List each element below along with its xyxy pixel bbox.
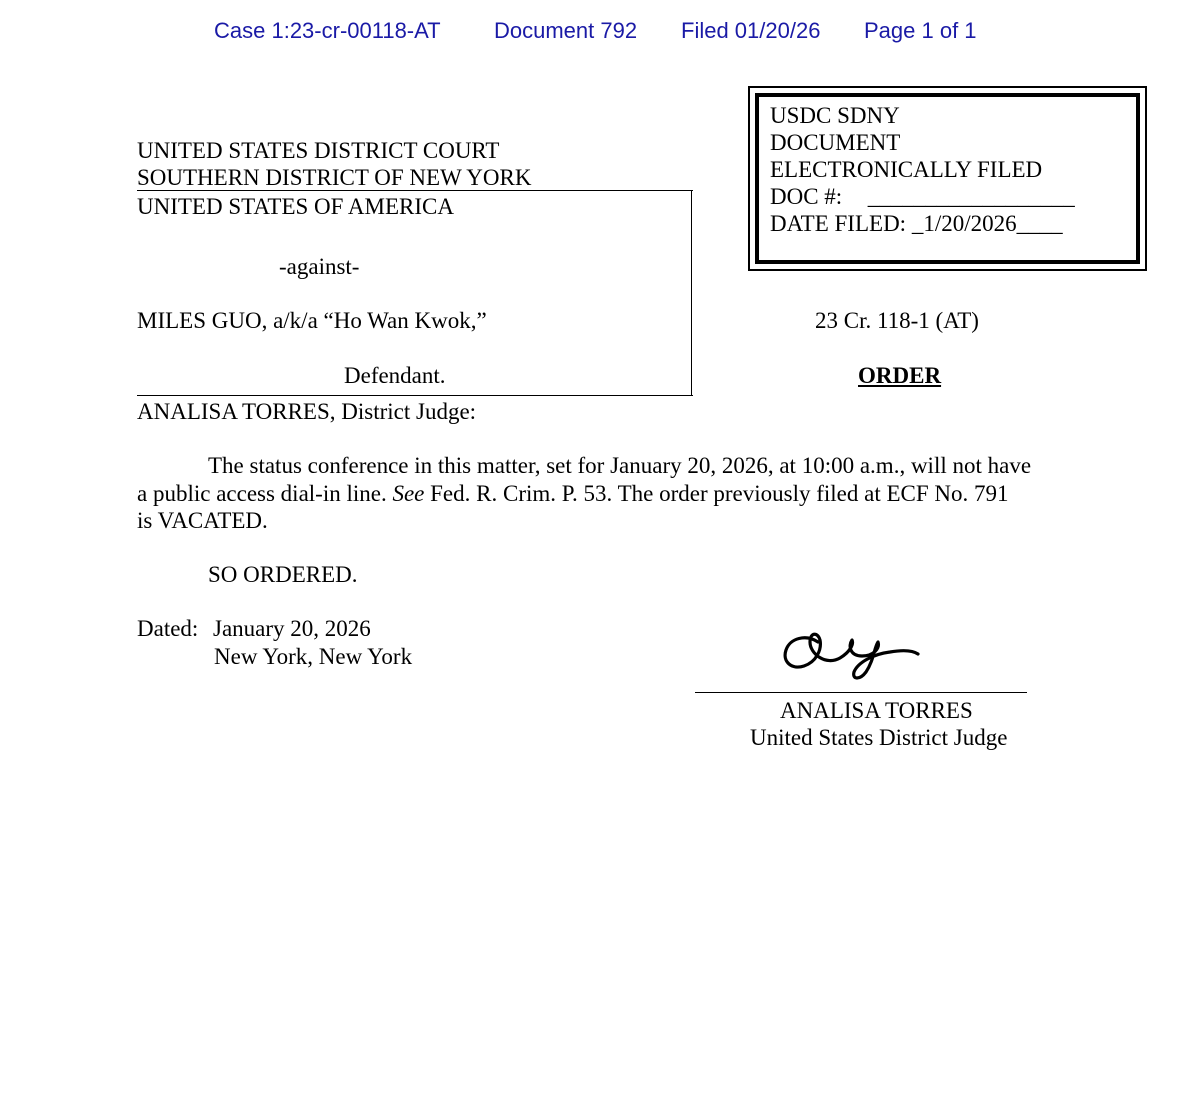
order-body	[137, 452, 1067, 535]
stamp-date-label: DATE FILED:	[770, 211, 907, 236]
judge-title: United States District Judge	[750, 725, 1008, 750]
case-number-header: Case 1:23-cr-00118-AT	[214, 18, 441, 43]
judge-signature	[770, 620, 930, 690]
page-number-header: Page 1 of 1	[864, 18, 977, 43]
judge-intro: ANALISA TORRES, District Judge:	[137, 399, 477, 424]
caption-plaintiff: UNITED STATES OF AMERICA	[137, 194, 454, 219]
filed-date-header: Filed 01/20/26	[681, 18, 821, 43]
judge-name: ANALISA TORRES	[780, 698, 973, 723]
order-title: ORDER	[858, 363, 942, 388]
caption-defendant-label: Defendant.	[344, 363, 446, 388]
body-see-citation: See	[392, 480, 425, 506]
stamp-doc-value: __________________	[867, 184, 1075, 209]
caption-bottom-rule	[137, 395, 693, 396]
stamp-court: USDC SDNY	[770, 103, 900, 128]
signature-line	[695, 692, 1027, 693]
body-line-1: The status conference in this matter, set for January 20, 2026, at 10:00 a.m., will not have	[208, 453, 1032, 478]
court-name: UNITED STATES DISTRICT COURT	[137, 138, 500, 163]
caption-right-rule	[691, 190, 692, 396]
dated-label: Dated:	[137, 616, 199, 641]
dated-place: New York, New York	[214, 644, 413, 669]
dated-date: January 20, 2026	[213, 616, 371, 641]
document-number-header: Document 792	[494, 18, 638, 43]
caption-top-rule	[137, 190, 693, 191]
caption-defendant: MILES GUO, a/k/a “Ho Wan Kwok,”	[137, 308, 487, 333]
caption-against: -against-	[279, 254, 360, 279]
so-ordered: SO ORDERED.	[208, 562, 358, 587]
stamp-electronically-filed: ELECTRONICALLY FILED	[770, 157, 1043, 182]
stamp-date-filed	[770, 210, 1063, 237]
body-line-3: is VACATED.	[137, 508, 268, 533]
court-district: SOUTHERN DISTRICT OF NEW YORK	[137, 165, 532, 190]
stamp-date-value: _1/20/2026____	[911, 211, 1063, 236]
stamp-document: DOCUMENT	[770, 130, 901, 155]
stamp-doc-label: DOC #:	[770, 184, 843, 209]
body-line-2	[137, 480, 1067, 508]
stamp-doc-number	[770, 183, 1075, 210]
body-line-2-pre: a public access dial-in line.	[137, 480, 393, 506]
body-line-2-post: Fed. R. Crim. P. 53. The order previously filed at ECF No. 791	[424, 480, 1009, 506]
docket-number: 23 Cr. 118-1 (AT)	[815, 308, 979, 333]
